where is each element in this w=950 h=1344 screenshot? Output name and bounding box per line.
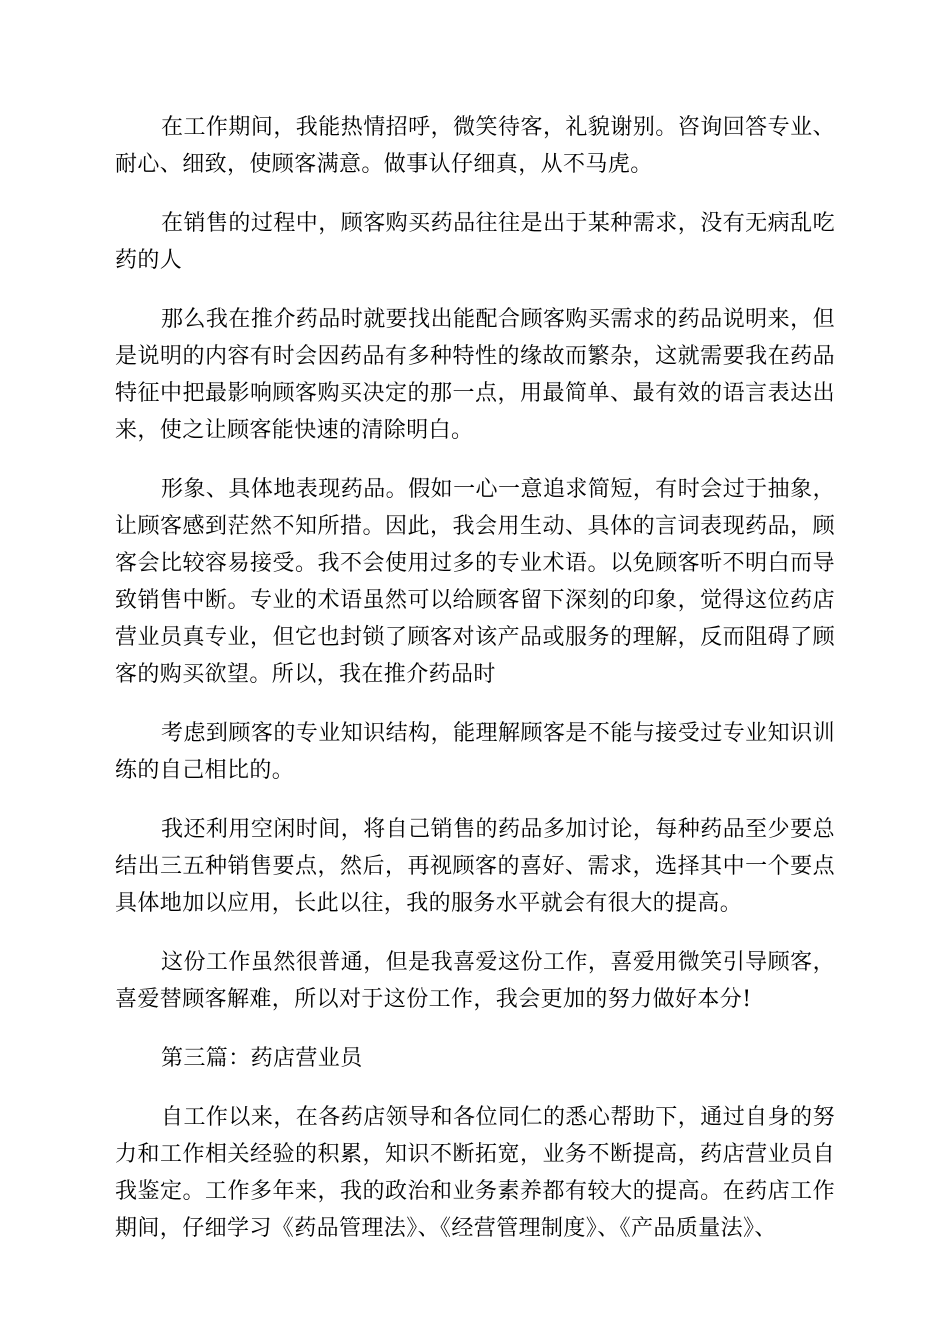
paragraph-7: 这份工作虽然很普通，但是我喜爱这份工作，喜爱用微笑引导顾客，喜爱替顾客解难，所以对于这份工作，我会更加的努力做好本分! bbox=[115, 950, 835, 1012]
paragraph-8: 自工作以来，在各药店领导和各位同仁的悉心帮助下，通过自身的努力和工作相关经验的积累，知识不断拓宽，业务不断提高，药店营业员自我鉴定。工作多年来，我的政治和业务素养都有较大的提高。在药店工作期间，仔细学习《药品管理法》、《经营管理制度》、《产品质量法》、 bbox=[115, 1105, 835, 1241]
paragraph-3: 那么我在推介药品时就要找出能配合顾客购买需求的药品说明来，但是说明的内容有时会因药品有多种特性的缘故而繁杂，这就需要我在药品特征中把最影响顾客购买决定的那一点，用最简单、最有效的语言表达出来，使之让顾客能快速的清除明白。 bbox=[115, 307, 835, 443]
section-heading: 第三篇：药店营业员 bbox=[161, 1046, 363, 1071]
paragraph-5: 考虑到顾客的专业知识结构，能理解顾客是不能与接受过专业知识训练的自己相比的。 bbox=[115, 721, 835, 783]
paragraph-6: 我还利用空闲时间，将自己销售的药品多加讨论，每种药品至少要总结出三五种销售要点，然后，再视顾客的喜好、需求，选择其中一个要点具体地加以应用，长此以往，我的服务水平就会有很大的提高。 bbox=[115, 817, 835, 916]
paragraph-4: 形象、具体地表现药品。假如一心一意追求简短，有时会过于抽象，让顾客感到茫然不知所措。因此，我会用生动、具体的言词表现药品，顾客会比较容易接受。我不会使用过多的专业术语。以免顾客听不明白而导致销售中断。专业的术语虽然可以给顾客留下深刻的印象，觉得这位药店营业员真专业，但它也封锁了顾客对该产品或服务的理解，反而阻碍了顾客的购买欲望。所以，我在推介药品时 bbox=[115, 477, 835, 687]
document-body bbox=[115, 109, 835, 1269]
paragraph-1: 在工作期间，我能热情招呼，微笑待客，礼貌谢别。咨询回答专业、耐心、细致，使顾客满意。做事认仔细真，从不马虎。 bbox=[115, 115, 835, 177]
paragraph-2: 在销售的过程中，顾客购买药品往往是出于某种需求，没有无病乱吃药的人 bbox=[115, 211, 835, 273]
